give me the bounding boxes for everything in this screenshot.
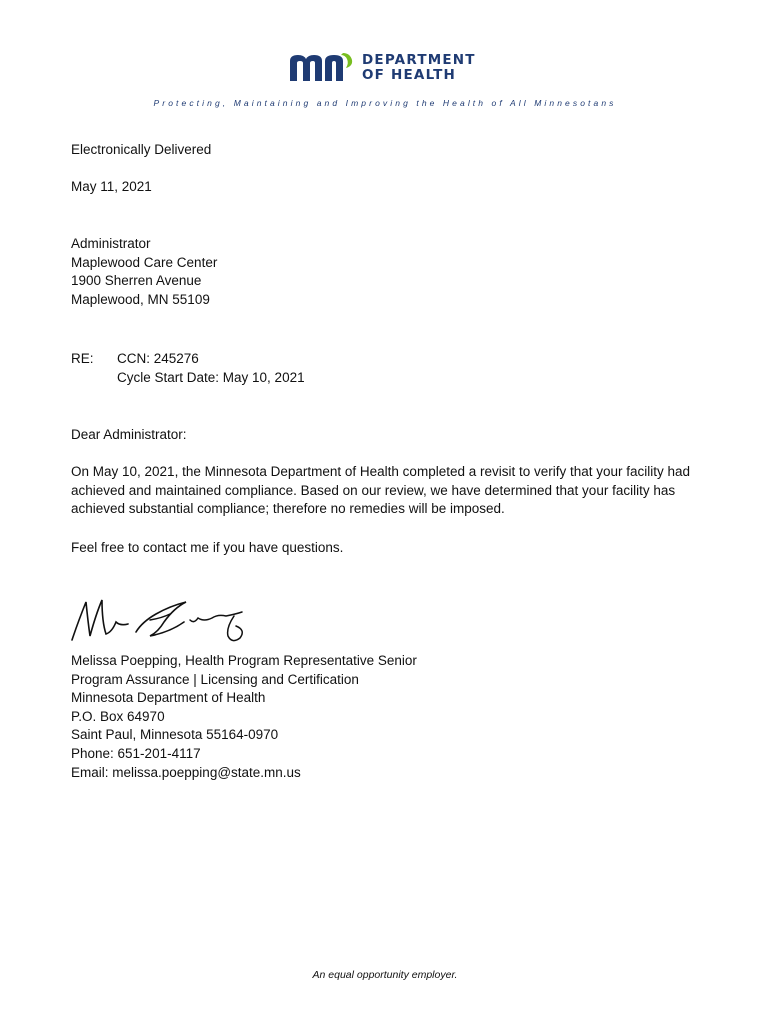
logo-line1: DEPARTMENT [362,52,476,68]
delivery-method: Electronically Delivered [71,142,212,157]
recipient-line: Maplewood Care Center [71,254,218,270]
re-ccn: CCN: 245276 [117,351,199,366]
closing-paragraph: Feel free to contact me if you have questions. [71,540,344,555]
sender-name-title: Melissa Poepping, Health Program Representative Senior [71,653,417,668]
sender-phone: Phone: 651-201-4117 [71,745,201,761]
sender-po-box: P.O. Box 64970 [71,708,165,724]
logo-wordmark [362,53,476,83]
mn-logo-mark-icon [289,52,355,82]
sender-division: Program Assurance | Licensing and Certification [71,671,359,687]
footer-eeo: An equal opportunity employer. [312,969,458,981]
sender-block [71,652,417,782]
sender-city: Saint Paul, Minnesota 55164-0970 [71,727,279,743]
recipient-address [71,235,217,309]
logo-line2: OF HEALTH [362,67,457,83]
handwritten-signature [66,592,266,652]
recipient-line: Maplewood, MN 55109 [71,291,210,307]
sender-agency: Minnesota Department of Health [71,690,266,706]
salutation: Dear Administrator: [71,427,187,442]
sender-email: Email: melissa.poepping@state.mn.us [71,764,301,780]
re-block [117,350,305,387]
body-paragraph: On May 10, 2021, the Minnesota Department of Health completed a revisit to verify that your facility had achieved and maintained compliance. Based on our review, we have determined that your facility has achieved substantial compliance; therefore no remedies will be imposed. [71,464,691,517]
recipient-line: Administrator [71,236,151,251]
letter-date: May 11, 2021 [71,179,152,194]
re-label: RE: [71,351,94,366]
mdh-logo [289,52,489,86]
tagline: Protecting, Maintaining and Improving the Health of All Minnesotans [153,98,617,108]
re-cycle-start: Cycle Start Date: May 10, 2021 [117,369,305,385]
recipient-line: 1900 Sherren Avenue [71,273,202,289]
